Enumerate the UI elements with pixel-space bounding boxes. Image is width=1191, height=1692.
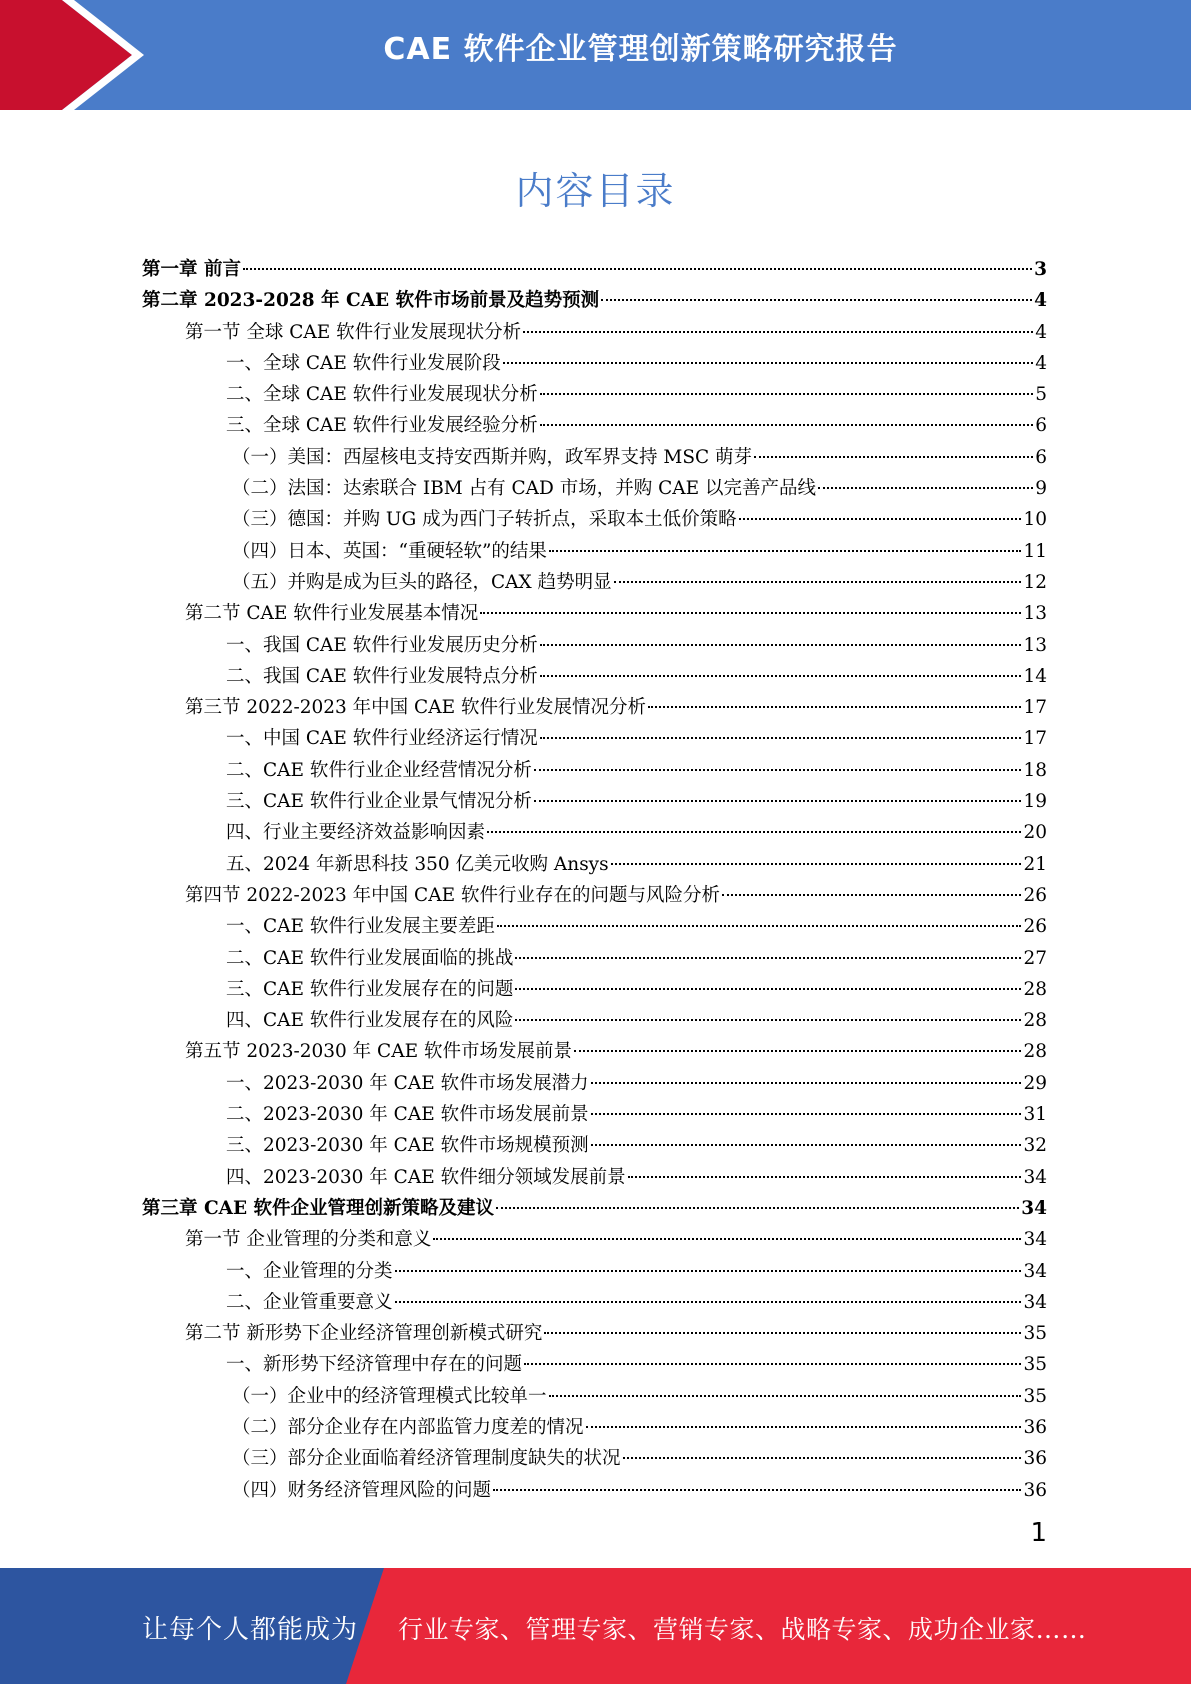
toc-entry-title: 第三章 CAE 软件企业管理创新策略及建议 — [142, 1197, 495, 1219]
toc-entry[interactable] — [142, 1068, 1047, 1099]
toc-entry[interactable] — [142, 786, 1047, 817]
toc-entry-title: 一、2023-2030 年 CAE 软件市场发展潜力 — [226, 1072, 589, 1094]
toc-entry-page: 4 — [1035, 321, 1047, 343]
toc-entry[interactable] — [142, 974, 1047, 1005]
toc-entry-page: 5 — [1035, 384, 1047, 406]
toc-entry-title: 二、2023-2030 年 CAE 软件市场发展前景 — [226, 1104, 589, 1126]
toc-entry[interactable] — [142, 1130, 1047, 1161]
toc-entry-title: 二、全球 CAE 软件行业发展现状分析 — [226, 384, 538, 406]
toc-entry[interactable] — [142, 817, 1047, 848]
toc-entry-page: 26 — [1023, 916, 1047, 938]
toc-entry[interactable] — [142, 630, 1047, 661]
toc-dot-leader — [754, 456, 1033, 458]
toc-entry-page: 35 — [1023, 1354, 1047, 1376]
toc-entry-page: 17 — [1023, 728, 1047, 750]
toc-entry-page: 34 — [1023, 1166, 1047, 1188]
table-of-contents — [142, 254, 1047, 1506]
toc-entry-title: 一、我国 CAE 软件行业发展历史分析 — [226, 634, 538, 656]
header-band — [0, 0, 1191, 110]
toc-entry[interactable] — [142, 1193, 1047, 1224]
toc-dot-leader — [586, 1426, 1022, 1428]
toc-entry-page: 18 — [1023, 759, 1047, 781]
toc-entry-title: （三）部分企业面临着经济管理制度缺失的状况 — [232, 1448, 621, 1470]
toc-dot-leader — [395, 1301, 1022, 1303]
toc-entry-page: 19 — [1023, 791, 1047, 813]
toc-dot-leader — [540, 737, 1022, 739]
toc-entry-title: 第四节 2022-2023 年中国 CAE 软件行业存在的问题与风险分析 — [185, 884, 720, 906]
toc-dot-leader — [480, 612, 1021, 614]
toc-entry-title: 二、CAE 软件行业企业经营情况分析 — [226, 759, 532, 781]
toc-entry[interactable] — [142, 1162, 1047, 1193]
toc-entry-page: 28 — [1023, 978, 1047, 1000]
toc-entry-title: 一、中国 CAE 软件行业经济运行情况 — [226, 728, 538, 750]
toc-entry-title: 第二节 新形势下企业经济管理创新模式研究 — [185, 1323, 543, 1345]
toc-entry[interactable] — [142, 504, 1047, 535]
toc-dot-leader — [574, 1050, 1021, 1052]
toc-entry[interactable] — [142, 1443, 1047, 1474]
toc-entry[interactable] — [142, 410, 1047, 441]
toc-dot-leader — [497, 925, 1022, 927]
toc-entry-title: 四、2023-2030 年 CAE 软件细分领域发展前景 — [226, 1166, 626, 1188]
toc-entry[interactable] — [142, 723, 1047, 754]
toc-entry[interactable] — [142, 254, 1047, 285]
toc-entry-title: 三、2023-2030 年 CAE 软件市场规模预测 — [226, 1135, 589, 1157]
toc-entry[interactable] — [142, 598, 1047, 629]
toc-entry[interactable] — [142, 943, 1047, 974]
toc-dot-leader — [540, 644, 1022, 646]
toc-entry[interactable] — [142, 1224, 1047, 1255]
toc-entry[interactable] — [142, 755, 1047, 786]
toc-dot-leader — [722, 894, 1021, 896]
toc-dot-leader — [515, 988, 1021, 990]
toc-dot-leader — [243, 268, 1032, 270]
toc-entry-page: 27 — [1023, 947, 1047, 969]
toc-entry-title: （四）日本、英国：“重硬轻软”的结果 — [232, 540, 547, 562]
toc-entry-title: （二）法国：达索联合 IBM 占有 CAD 市场，并购 CAE 以完善产品线 — [232, 478, 816, 500]
toc-dot-leader — [487, 831, 1021, 833]
toc-dot-leader — [591, 1113, 1022, 1115]
footer-slogan-left: 让每个人都能成为 — [142, 1615, 359, 1645]
toc-entry-page: 26 — [1023, 884, 1047, 906]
toc-entry-page: 10 — [1023, 509, 1047, 531]
toc-entry-title: （四）财务经济管理风险的问题 — [232, 1479, 492, 1501]
toc-entry-page: 3 — [1034, 259, 1047, 280]
toc-entry-title: 五、2024 年新思科技 350 亿美元收购 Ansys — [226, 853, 609, 875]
toc-entry-page: 13 — [1023, 634, 1047, 656]
toc-dot-leader — [540, 675, 1022, 677]
toc-entry-title: 三、CAE 软件行业企业景气情况分析 — [226, 791, 532, 813]
toc-entry[interactable] — [142, 567, 1047, 598]
toc-entry-page: 12 — [1023, 571, 1047, 593]
toc-entry-title: （五）并购是成为巨头的路径，CAX 趋势明显 — [232, 571, 612, 593]
toc-dot-leader — [534, 769, 1022, 771]
toc-entry-title: 一、CAE 软件行业发展主要差距 — [226, 916, 495, 938]
toc-entry-title: 三、CAE 软件行业发展存在的问题 — [226, 978, 514, 1000]
toc-entry[interactable] — [142, 1412, 1047, 1443]
toc-entry-page: 9 — [1035, 478, 1047, 500]
toc-entry[interactable] — [142, 379, 1047, 410]
toc-entry[interactable] — [142, 1381, 1047, 1412]
toc-entry[interactable] — [142, 473, 1047, 504]
toc-entry-page: 34 — [1023, 1291, 1047, 1313]
toc-entry-page: 32 — [1023, 1135, 1047, 1157]
toc-dot-leader — [611, 863, 1022, 865]
toc-entry[interactable] — [142, 1256, 1047, 1287]
toc-entry-page: 36 — [1023, 1479, 1047, 1501]
toc-entry-page: 17 — [1023, 697, 1047, 719]
toc-entry-page: 13 — [1023, 603, 1047, 625]
toc-dot-leader — [818, 487, 1033, 489]
toc-entry[interactable] — [142, 692, 1047, 723]
toc-entry[interactable] — [142, 536, 1047, 567]
toc-entry-title: 第一章 前言 — [142, 259, 241, 280]
toc-entry-title: 四、行业主要经济效益影响因素 — [226, 822, 486, 844]
toc-dot-leader — [614, 581, 1022, 583]
toc-entry[interactable] — [142, 317, 1047, 348]
toc-entry[interactable] — [142, 1005, 1047, 1036]
toc-entry[interactable] — [142, 1318, 1047, 1349]
toc-entry-title: 第三节 2022-2023 年中国 CAE 软件行业发展情况分析 — [185, 697, 646, 719]
toc-entry-page: 20 — [1023, 822, 1047, 844]
toc-dot-leader — [433, 1238, 1021, 1240]
toc-entry-page: 4 — [1035, 352, 1047, 374]
toc-entry-title: 一、企业管理的分类 — [226, 1260, 393, 1282]
toc-entry-page: 21 — [1023, 853, 1047, 875]
toc-entry[interactable] — [142, 1349, 1047, 1380]
toc-entry-page: 34 — [1021, 1197, 1047, 1219]
toc-dot-leader — [493, 1489, 1021, 1491]
toc-entry-page: 35 — [1023, 1323, 1047, 1345]
toc-entry-page: 35 — [1023, 1385, 1047, 1407]
toc-entry-title: （一）美国：西屋核电支持安西斯并购，政军界支持 MSC 萌芽 — [232, 446, 753, 468]
toc-entry[interactable] — [142, 880, 1047, 911]
toc-entry[interactable] — [142, 661, 1047, 692]
toc-dot-leader — [628, 1176, 1022, 1178]
toc-entry-page: 28 — [1023, 1010, 1047, 1032]
toc-entry[interactable] — [142, 442, 1047, 473]
toc-entry-title: 第一节 企业管理的分类和意义 — [185, 1229, 432, 1251]
toc-dot-leader — [591, 1144, 1022, 1146]
footer-slogan-right: 行业专家、管理专家、营销专家、战略专家、成功企业家…… — [398, 1615, 1087, 1644]
toc-dot-leader — [540, 393, 1033, 395]
toc-entry-title: 第一节 全球 CAE 软件行业发展现状分析 — [185, 321, 522, 343]
toc-entry-title: （二）部分企业存在内部监管力度差的情况 — [232, 1416, 584, 1438]
toc-dot-leader — [549, 1395, 1022, 1397]
toc-entry[interactable] — [142, 1036, 1047, 1067]
toc-entry[interactable] — [142, 1287, 1047, 1318]
toc-entry-page: 6 — [1035, 415, 1047, 437]
toc-dot-leader — [544, 1332, 1021, 1334]
toc-dot-leader — [523, 331, 1033, 333]
toc-entry-title: 第二节 CAE 软件行业发展基本情况 — [185, 603, 479, 625]
toc-dot-leader — [395, 1270, 1022, 1272]
toc-entry-title: 二、企业管重要意义 — [226, 1291, 393, 1313]
toc-entry-title: （三）德国：并购 UG 成为西门子转折点，采取本土低价策略 — [232, 509, 737, 531]
toc-entry-title: 四、CAE 软件行业发展存在的风险 — [226, 1010, 514, 1032]
toc-entry-page: 4 — [1034, 290, 1047, 312]
toc-entry-page: 34 — [1023, 1229, 1047, 1251]
toc-entry-page: 14 — [1023, 665, 1047, 687]
toc-dot-leader — [739, 518, 1022, 520]
footer-band — [0, 1568, 1191, 1684]
toc-heading: 内容目录 — [515, 169, 676, 213]
page-number: 1 — [1030, 1518, 1047, 1548]
toc-entry-title: （一）企业中的经济管理模式比较单一 — [232, 1385, 547, 1407]
toc-entry[interactable] — [142, 911, 1047, 942]
toc-dot-leader — [623, 1457, 1022, 1459]
toc-dot-leader — [549, 550, 1022, 552]
toc-entry-title: 第五节 2023-2030 年 CAE 软件市场发展前景 — [185, 1041, 572, 1063]
toc-entry[interactable] — [142, 1099, 1047, 1130]
toc-dot-leader — [601, 299, 1032, 301]
toc-dot-leader — [591, 1082, 1022, 1084]
toc-dot-leader — [540, 424, 1033, 426]
toc-entry-title: 三、全球 CAE 软件行业发展经验分析 — [226, 415, 538, 437]
toc-entry-page: 34 — [1023, 1260, 1047, 1282]
report-title: CAE 软件企业管理创新策略研究报告 — [383, 32, 898, 67]
toc-entry[interactable] — [142, 285, 1047, 316]
toc-entry-page: 36 — [1023, 1448, 1047, 1470]
toc-entry-title: 一、全球 CAE 软件行业发展阶段 — [226, 352, 501, 374]
toc-dot-leader — [503, 362, 1033, 364]
toc-entry-title: 二、CAE 软件行业发展面临的挑战 — [226, 947, 514, 969]
toc-entry-page: 11 — [1023, 540, 1047, 562]
toc-entry-title: 二、我国 CAE 软件行业发展特点分析 — [226, 665, 538, 687]
toc-entry-page: 36 — [1023, 1416, 1047, 1438]
toc-entry-page: 29 — [1023, 1072, 1047, 1094]
toc-entry[interactable] — [142, 1475, 1047, 1506]
toc-dot-leader — [515, 1019, 1021, 1021]
toc-dot-leader — [524, 1363, 1021, 1365]
toc-dot-leader — [534, 800, 1022, 802]
toc-entry-page: 31 — [1023, 1104, 1047, 1126]
toc-dot-leader — [515, 957, 1021, 959]
toc-entry-title: 第二章 2023-2028 年 CAE 软件市场前景及趋势预测 — [142, 290, 600, 312]
toc-entry-page: 6 — [1035, 446, 1047, 468]
toc-entry[interactable] — [142, 849, 1047, 880]
toc-entry[interactable] — [142, 348, 1047, 379]
toc-entry-title: 一、新形势下经济管理中存在的问题 — [226, 1354, 523, 1376]
toc-dot-leader — [648, 706, 1021, 708]
toc-entry-page: 28 — [1023, 1041, 1047, 1063]
toc-dot-leader — [496, 1207, 1019, 1209]
